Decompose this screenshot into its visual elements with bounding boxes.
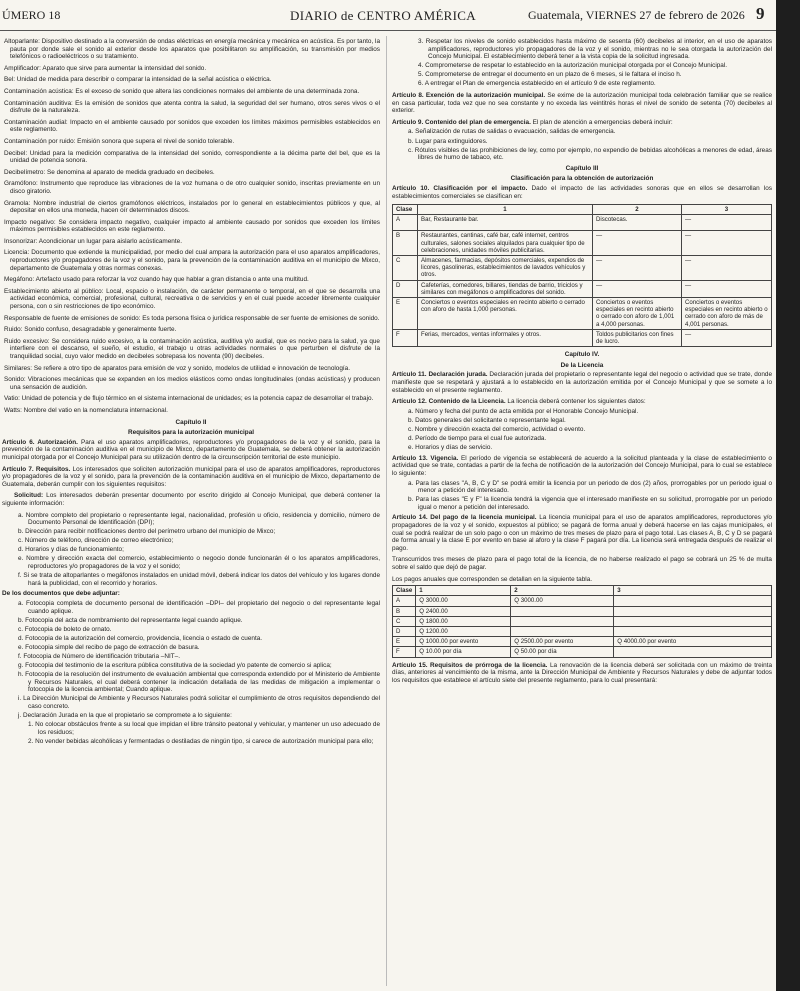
table-row	[393, 231, 772, 256]
table-cell: —	[682, 215, 772, 231]
list-item: j. Declaración Jurada en la que el propietario se compromete a lo siguiente:	[18, 712, 232, 720]
table-row	[393, 298, 772, 330]
list-item: c. Número de teléfono, dirección de correo electrónico;	[18, 537, 174, 545]
article-8-text: Se exime de la autorización municipal toda celebración familiar que se realice en casa particular, toda vez que no sea constante y no exceda las veintitrés horas el nivel de sonido de setenta (70) decibeles al exterior.	[392, 92, 772, 115]
table-row	[393, 280, 772, 297]
list-item: g. Fotocopia del testimonio de la escritura pública constitutiva de la sociedad y/o patente de comercio si aplica;	[18, 662, 332, 670]
table-row	[393, 616, 772, 626]
page-header	[0, 6, 776, 26]
chapter-4-subtitle: De la Licencia	[560, 361, 604, 369]
page-number: 9	[756, 4, 765, 23]
table-cell: Q 4000.00 por evento	[614, 637, 772, 647]
table-cell	[511, 626, 614, 636]
article-6	[2, 439, 380, 462]
table-cell: F	[393, 647, 416, 657]
table-cell: Conciertos o eventos especiales en recinto abierto o cerrado con aforo de 1,001 a 4,000 personas.	[593, 298, 682, 330]
definition-item: Sonido: Vibraciones mecánicas que se expanden en los medios elásticos como ondas longitudinales (ondas acústicas) y producen una sensación de audición.	[4, 376, 380, 391]
docs-heading-text: De los documentos que debe adjuntar:	[2, 590, 120, 598]
table-header-cell: 1	[416, 586, 511, 596]
article-13	[392, 455, 772, 478]
article-9-heading: Artículo 9. Contenido del plan de emergencia.	[392, 118, 531, 126]
table-cell: Bar, Restaurante bar.	[418, 215, 593, 231]
definitions-list	[2, 38, 380, 415]
table-row	[393, 596, 772, 606]
list-item: f. Si se trata de altoparlantes o megáfonos instalados en unidad móvil, deberá indicar los datos del vehículo y los lugares donde hará la publicidad, con el recorrido y horarios.	[18, 572, 380, 587]
table-cell: B	[393, 606, 416, 616]
chapter-3-subtitle: Clasificación para la obtención de autorización	[510, 175, 654, 183]
list-item: b. Dirección para recibir notificaciones dentro del perímetro urbano del municipio de Mixco;	[18, 528, 276, 536]
docs-heading	[2, 590, 380, 598]
article-15-text: La renovación de la licencia deberá ser solicitada con un máximo de treinta días, anteriores al vencimiento de la misma, ante la Dirección Municipal de Ambiente y Recursos Naturales y debe de adjuntar todos los requisitos que establece el artículo siete del presente reglamento, para lo cual presentará:	[392, 661, 772, 684]
list-item: 5. Comprometerse de entregar el documento en un plazo de 6 meses, si le faltara el inciso h.	[418, 71, 682, 79]
table-cell: —	[682, 256, 772, 281]
list-item: d. Período de tiempo para el cual fue autorizada.	[408, 435, 547, 443]
table-cell: —	[682, 329, 772, 346]
table-cell: D	[393, 280, 418, 297]
table-cell: —	[593, 256, 682, 281]
definition-item: Contaminación audial: Impacto en el ambiente causado por sonidos que exceden los límites máximos permisibles establecidos en este reglamento.	[4, 118, 380, 134]
issue-number: ÚMERO 18	[2, 8, 61, 22]
table-cell: Almacenes, farmacias, depósitos comerciales, expendios de licores, gasolineras, establecimientos de lavados vehículos y otros.	[418, 256, 593, 281]
table-row	[393, 637, 772, 647]
table-cell: Q 1000.00 por evento	[416, 637, 511, 647]
table-cell	[614, 647, 772, 657]
table-header-cell: 1	[418, 205, 593, 215]
table-cell	[614, 616, 772, 626]
list-item: b. Datos generales del solicitante o representante legal.	[408, 416, 566, 424]
table-cell: Conciertos o eventos especiales en recinto abierto o cerrado con aforo de más de 4,001 personas.	[682, 298, 772, 330]
definition-item: Establecimiento abierto al público: Local, espacio o instalación, de carácter permanente o temporal, en el que se desarrolla una actividad económica, comercial, profesional, cultural, recreativa o de servicios y en el cual puede acceder libremente cualquier persona, con o sin restricciones de tipo económico.	[4, 287, 380, 311]
article-9	[392, 119, 772, 127]
article-11-text: Declaración jurada del propietario o representante legal del negocio o actividad que se trate, donde manifieste que se respetará y ajustará a lo establecido en la autorización emitida por el Concejo Municipal y que se somete a lo establecido en el presente reglamento.	[392, 371, 772, 394]
definition-item: Bel: Unidad de medida para describir o comparar la intensidad de la señal acústica o eléctrica.	[4, 76, 272, 84]
article-14-text: La licencia municipal para el uso de aparatos amplificadores, reproductores y/o propagadores de la voz y el sonido, expuestos al público; se pagará de forma anual y deberá hacerse en las cajas municipales, el cual se podrá realizar de un solo pago o con un máximo de tres meses de plazo para el pago total. Las clases A, B, C y D se pagará de forma anual y la clase E por evento en base al aforo y la clase F pagará por día. La licencia será entregada después de realizar el pago.	[392, 514, 772, 552]
table-row	[393, 256, 772, 281]
list-item: 1. No colocar obstáculos frente a su local que impidan el libre tránsito peatonal y vehicular, y mantener un uso adecuado de los residuos;	[28, 721, 380, 736]
chapter-4-title: Capítulo IV.	[564, 351, 600, 359]
article-11-heading: Artículo 11. Declaración jurada.	[392, 371, 488, 379]
article-14	[392, 514, 772, 552]
article-7-text: Los interesados que soliciten autorización municipal para el uso de aparatos amplificadores, reproductores y/o propagadores de la voz y el sonido, para la prevención de la contaminación auditiva en el municipio de Mixco, departamento de Guatemala, deberán cumplir con los siguientes requisitos:	[2, 465, 381, 488]
definition-item: Decibelímetro: Se denomina al aparato de medida graduado en decibeles.	[4, 168, 215, 176]
list-item: f. Fotocopia de Número de identificación tributaria –NIT–.	[18, 653, 180, 660]
page-edge-shadow	[776, 0, 800, 991]
article-12	[392, 398, 772, 406]
table-cell	[511, 606, 614, 616]
table-cell	[511, 616, 614, 626]
table-row	[393, 215, 772, 231]
article-9-text: El plan de atención a emergencias deberá incluir:	[532, 118, 673, 126]
article-10-heading: Artículo 10. Clasificación por el impacto.	[392, 185, 528, 192]
table-row	[393, 606, 772, 616]
table-cell: D	[393, 626, 416, 636]
table-cell	[614, 606, 772, 616]
newspaper-title: DIARIO de CENTRO AMÉRICA	[290, 8, 476, 23]
chapter-2-subtitle: Requisitos para la autorización municipal	[127, 429, 255, 437]
definition-item: Gramófono: Instrumento que reproduce las vibraciones de la voz humana o de otro cualquier sonido, inscritas previamente en un disco giratorio.	[4, 180, 380, 195]
definition-item: Responsable de fuente de emisiones de sonido: Es toda persona física o jurídica responsable de ser fuente de emisiones de sonido.	[4, 314, 380, 322]
list-item: d. Fotocopia de la autorización del comercio, providencia, licencia o estado de cuenta.	[18, 634, 263, 642]
table-cell: E	[393, 637, 416, 647]
table-cell	[614, 626, 772, 636]
table-cell: Ferias, mercados, ventas informales y otros.	[418, 329, 593, 346]
left-column	[2, 38, 380, 747]
article-13-heading: Artículo 13. Vigencia.	[392, 454, 459, 462]
list-item: 3. Respetar los niveles de sonido establecidos hasta máximo de sesenta (60) decibeles al interior, en el uso de aparatos amplificadores, reproductores y/o propagadores de la voz y el sonido, mientras no le sea otorgada la autorización del Concejo Municipal. El establecimiento deberá tener a la vista copia de la solicitud ingresada.	[418, 38, 772, 61]
list-item: b. Lugar para extinguidores.	[408, 137, 488, 145]
definition-item: Contaminación por ruido: Emisión sonora que supera el nivel de sonido tolerable.	[4, 137, 235, 145]
table-header-cell: 2	[593, 205, 682, 215]
table-cell: B	[393, 231, 418, 256]
chapter-2-title: Capítulo II	[175, 418, 207, 426]
table-row	[393, 329, 772, 346]
article-7	[2, 466, 380, 489]
article-15-heading: Artículo 15. Requisitos de prórroga de la licencia.	[392, 661, 548, 669]
table-header-cell: Clase	[393, 586, 416, 596]
table-cell: —	[593, 280, 682, 297]
list-item: a. Número y fecha del punto de acta emitida por el Honorable Concejo Municipal.	[408, 407, 639, 415]
issue-date: Guatemala, VIERNES 27 de febrero de 2026	[528, 8, 745, 22]
definition-item: Gramola: Nombre industrial de ciertos gramófonos eléctricos, instalados por lo general en establecimientos públicos y que, al depositar en ellos una moneda, hacen oír determinados discos.	[4, 199, 380, 215]
definition-item: Amplificador: Aparato que sirve para aumentar la intensidad del sonido.	[4, 64, 207, 72]
table-row	[393, 647, 772, 657]
table-header-cell: 3	[682, 205, 772, 215]
article-8	[392, 92, 772, 115]
table-cell: Q 1200.00	[416, 626, 511, 636]
list-item: d. Horarios y días de funcionamiento;	[18, 546, 124, 554]
article-14-heading: Artículo 14. Del pago de la licencia municipal.	[392, 514, 537, 522]
table-header-cell: Clase	[393, 205, 418, 215]
definition-item: Ruido excesivo: Se considera ruido excesivo, a la contaminación acústica, auditiva y/o audial, que es nocivo para la salud, ya que interfiere con el descanso, el sueño, el estudio, el trabajo u otras actividades normales o que perturben el disfrute de la tranquilidad social, cuyo valor medido en decibeles sobrepasa los noventa (90) decibeles.	[4, 337, 380, 360]
table-cell	[614, 596, 772, 606]
article-6-heading: Artículo 6. Autorización.	[2, 438, 78, 446]
article-13-list	[392, 480, 772, 512]
table-cell: —	[682, 280, 772, 297]
definition-item: Insonorizar: Acondicionar un lugar para aislarlo acústicamente.	[4, 237, 182, 245]
article-14-text-2: Transcurridos tres meses de plazo para el pago total de la licencia, de no haberse realizado el pago se cobrará un 25 % de multa sobre el saldo que dejó de pagar.	[392, 556, 772, 571]
table-cell: E	[393, 298, 418, 330]
list-item: b. Para las clases "E y F" la licencia tendrá la vigencia que el interesado manifieste en su solicitud, prorrogable por un periodo igual o menor a petición del interesado.	[408, 496, 772, 511]
table-cell: Q 1800.00	[416, 616, 511, 626]
list-item: i. La Dirección Municipal de Ambiente y Recursos Naturales podrá solicitar el cumplimiento de otros requisitos dependiendo del caso concreto.	[18, 695, 380, 711]
chapter-3-title: Capítulo III	[565, 164, 599, 172]
table-cell: A	[393, 215, 418, 231]
table-cell: F	[393, 329, 418, 346]
definition-item: Decibel: Unidad para la medición comparativa de la intensidad del sonido, correspondiente a la décima parte del bel, que es la unidad de potencia sonora.	[4, 149, 380, 165]
list-item: c. Fotocopia de boleto de ornato.	[18, 625, 112, 633]
article-12-heading: Artículo 12. Contenido de la Licencia.	[392, 398, 506, 406]
definition-item: Megáfono: Artefacto usado para reforzar la voz cuando hay que hablar a gran distancia o ante una multitud.	[4, 276, 309, 284]
article-12-text: La licencia deberá contener los siguientes datos:	[507, 398, 646, 406]
list-item: e. Nombre y dirección exacta del comercio, establecimiento o negocio donde funcionarán él o los aparatos amplificadores, reproductores y/o propagadores de la voz y el sonido;	[18, 555, 380, 571]
definition-item: Altoparlante: Dispositivo destinado a la conversión de ondas eléctricas en energía mecánica y mecánica en acústica. Es por tanto, la pauta por donde sale el sonido al exterior desde los aparatos que posibilitaron su amplificación, su transmisión por medios telefónicos o radioeléctricos o su tratamiento.	[4, 38, 380, 61]
right-column	[392, 38, 772, 688]
table-row	[393, 626, 772, 636]
article-7-heading: Artículo 7. Requisitos.	[2, 465, 71, 473]
definition-item: Contaminación auditiva: Es la emisión de sonidos que atenta contra la salud, la seguridad del ser humano, otros seres vivos o el disfrute de la naturaleza.	[4, 99, 380, 115]
definition-item: Impacto negativo: Se considera impacto negativo, cualquier impacto al ambiente causado por sonidos que exceden los límites máximos permisibles establecidos en este reglamento.	[4, 218, 380, 234]
table-cell: C	[393, 616, 416, 626]
list-item: 4. Comprometerse de respetar lo establecido en la autorización municipal otorgada por el Concejo Municipal.	[418, 62, 728, 70]
article-14-text-3: Los pagos anuales que corresponden se detallan en la siguiente tabla.	[392, 575, 593, 583]
jurada-list-continued	[392, 38, 772, 88]
table-cell: Q 2400.00	[416, 606, 511, 616]
table-header-cell: 2	[511, 586, 614, 596]
table-header-row	[393, 205, 772, 215]
article-6-text: Para el uso aparatos amplificadores, reproductores y/o propagadores de la voz y el sonido, para la prevención de la contaminación auditiva en el municipio de Mixco, departamento de Guatemala, se deberá obtener la autorización municipal otorgada por el Concejo Municipal para su utilización dentro de la circunscripción territorial de este municipio.	[2, 438, 380, 461]
list-item: 2. No vender bebidas alcohólicas y fermentadas o destiladas de ningún tipo, si carece de autorización municipal para ello;	[28, 737, 374, 745]
list-item: a. Señalización de rutas de salidas o evacuación, salidas de emergencia.	[408, 128, 616, 136]
definition-item: Watts: Nombre del vatio en la nomenclatura internacional.	[4, 406, 168, 414]
list-item: h. Fotocopia de la resolución del instrumento de evaluación ambiental que corresponda extendido por el Ministerio de Ambiente y Recursos Naturales, el cual deberá contener la indicación detallada de las medidas de mitigación a implementar o fotocopia de la licencia ambiental; Cuando aplique.	[18, 671, 380, 694]
table-header-row	[393, 586, 772, 596]
table-cell: Q 50.00 por día	[511, 647, 614, 657]
list-item: a. Nombre completo del propietario o representante legal, nacionalidad, profesión u oficio, residencia y domicilio, número de Documento Personal de Identificación (DPI);	[18, 511, 380, 527]
header-rule	[0, 30, 776, 31]
table-cell: Restaurantes, cantinas, café bar, café internet, centros culturales, salones sociales alquilados para cualquier tipo de celebraciones, unidades móviles publicitarias.	[418, 231, 593, 256]
table-cell: Toldos publicitarios con fines de lucro.	[593, 329, 682, 346]
article-13-text: El período de vigencia se establecerá de acuerdo a la solicitud planteada y la clase de establecimiento o actividad que se trate, contadas a partir de la fecha de notificación de la autorización del Concejo Municipal, para lo cual se establece lo siguiente:	[392, 454, 772, 477]
definition-item: Contaminación acústica: Es el exceso de sonido que altera las condiciones normales del ambiente de una determinada zona.	[4, 87, 360, 95]
article-8-heading: Artículo 8. Exención de la autorización municipal.	[392, 92, 546, 100]
column-separator	[386, 36, 387, 986]
solicitud-text: Los interesados deberán presentar documento por escrito dirigido al Concejo Municipal, que deberá contener la siguiente información:	[2, 492, 380, 507]
article-10	[392, 185, 772, 200]
list-item: b. Fotocopia del acta de nombramiento del representante legal cuando aplique.	[18, 616, 243, 624]
article-11	[392, 371, 772, 394]
definition-item: Licencia: Documento que extiende la municipalidad, por medio del cual ampara la autorización para el uso aparatos amplificadores, reproductores y/o propagadores de la voz y el sonido, para la prevención de la contaminación auditiva en el municipio de Mixco, departamento de Guatemala y otras normas conexas.	[4, 249, 380, 272]
article-9-list	[392, 128, 772, 161]
table-header-cell: 3	[614, 586, 772, 596]
article-12-list	[392, 408, 772, 452]
list-item: a. Para las clases "A, B, C y D" se podrá emitir la licencia por un periodo de dos (2) años, prorrogables por un periodo igual o menor a petición del interesado.	[408, 479, 772, 495]
solicitud-list	[2, 512, 380, 588]
list-item: c. Rótulos visibles de las prohibiciones de ley, como por ejemplo, no expendio de bebidas alcohólicas a menores de edad, áreas libres de humo de tabaco, etc.	[408, 146, 772, 162]
solicitud-paragraph	[2, 492, 380, 507]
table-cell: Q 3000.00	[416, 596, 511, 606]
table-cell: —	[593, 231, 682, 256]
definition-item: Vatio: Unidad de potencia y de flujo térmico en el sistema internacional de unidades; es la potencia capaz de desarrollar el trabajo.	[4, 395, 374, 403]
table-cell: A	[393, 596, 416, 606]
list-item: a. Fotocopia completa de documento personal de identificación –DPI– del propietario del negocio o del representante legal cuando aplique.	[18, 599, 380, 615]
list-item: c. Nombre y dirección exacta del comercio, actividad o evento.	[408, 425, 586, 433]
table-cell: C	[393, 256, 418, 281]
article-10-text: Dado el impacto de las actividades sonoras que en ellos se desarrollan los establecimientos comerciales se clasifican en:	[392, 185, 772, 200]
table-cell: —	[682, 231, 772, 256]
table-cell: Q 10.00 por día	[416, 647, 511, 657]
article-15	[392, 662, 772, 685]
table-cell: Cafeterías, comedores, billares, tiendas de barrio, triciclos y similares con megáfonos o amplificadores del sonido.	[418, 280, 593, 297]
table-cell: Discotecas.	[593, 215, 682, 231]
docs-list	[2, 600, 380, 746]
list-item: e. Fotocopia simple del recibo de pago de extracción de basura.	[18, 643, 200, 651]
definition-item: Similares: Se refiere a otro tipo de aparatos para emisión de voz y sonido, modelos de utilidad e innovación de tecnología.	[4, 364, 351, 372]
table-cell: Q 2500.00 por evento	[511, 637, 614, 647]
list-item: 6. A entregar el Plan de emergencia establecido en el artículo 9 de este reglamento.	[418, 80, 656, 88]
definition-item: Ruido: Sonido confuso, desagradable y generalmente fuerte.	[4, 326, 177, 334]
solicitud-heading: Solicitud:	[14, 492, 44, 500]
table-cell: Conciertos o eventos especiales en recinto abierto o cerrado con aforo de hasta 1,000 personas.	[418, 298, 593, 330]
list-item: e. Horarios y días de servicio.	[408, 444, 493, 452]
payments-table	[392, 585, 772, 657]
classification-table	[392, 204, 772, 347]
table-cell: Q 3000.00	[511, 596, 614, 606]
